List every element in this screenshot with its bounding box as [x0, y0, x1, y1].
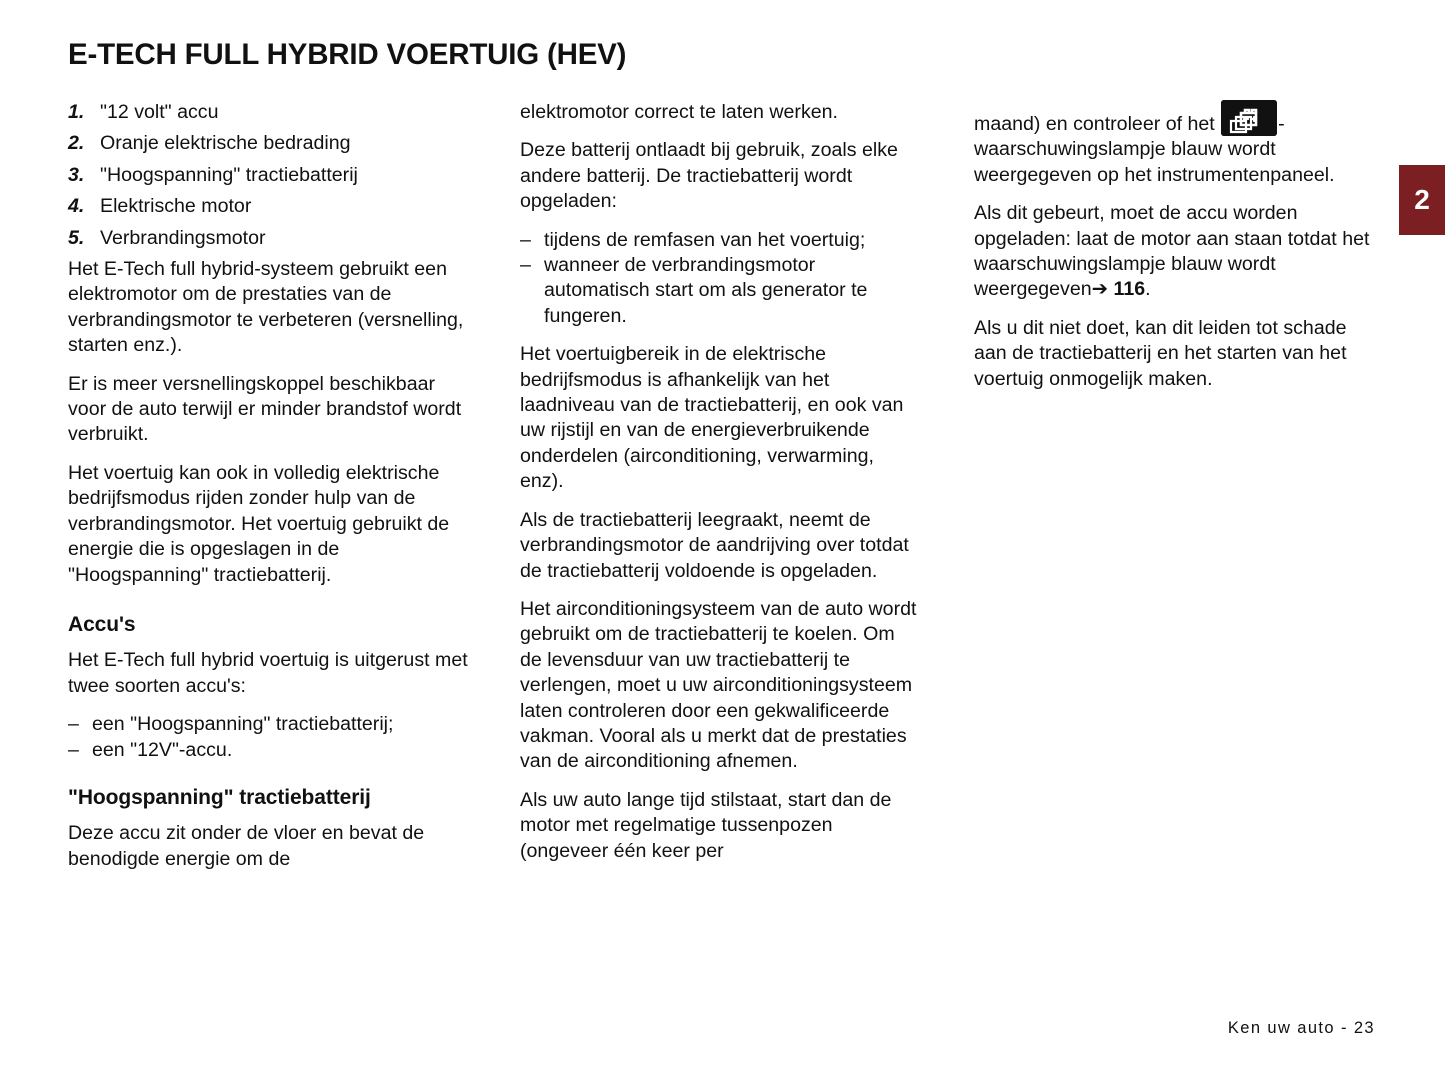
paragraph-text-before-icon: maand) en controleer of het: [974, 113, 1221, 135]
list-item-label: Elektrische motor: [100, 195, 252, 218]
list-marker: 5.: [68, 226, 85, 249]
section-heading-hoogspanning: "Hoogspanning" tractiebatterij: [68, 785, 371, 809]
paragraph: Deze accu zit onder de vloer en bevat de benodigde energie om de: [68, 822, 425, 870]
list-marker: 4.: [68, 195, 85, 218]
paragraph: Als uw auto lange tijd stilstaat, start dan de motor met regelmatige tussenpozen (ongeveer één keer per: [520, 788, 892, 862]
dash-marker: –: [68, 713, 79, 736]
list-item-label: Verbrandingsmotor: [100, 226, 266, 249]
list-item: [520, 253, 920, 329]
paragraph: Het E-Tech full hybrid voertuig is uitgerust met twee soorten accu's:: [68, 649, 468, 697]
list-marker: 2.: [68, 132, 85, 155]
text-column-3: [974, 100, 1374, 405]
list-item: [68, 100, 468, 125]
component-numbered-list: [68, 100, 468, 251]
list-item-label: "Hoogspanning" tractiebatterij: [100, 163, 358, 186]
list-item-label: tijdens de remfasen van het voertuig;: [544, 228, 866, 251]
list-item: [68, 712, 468, 737]
list-item: [68, 163, 468, 188]
paragraph-text: Als dit gebeurt, moet de accu worden opgeladen: laat de motor aan staan totdat het waarschuwingslampje blauw wordt weergegeven: [974, 202, 1370, 301]
paragraph-text-end: .: [1145, 278, 1151, 301]
dash-marker: –: [68, 738, 79, 761]
text-column-2: [520, 100, 920, 864]
page-footer: Ken uw auto - 23: [1227, 1019, 1375, 1037]
dash-marker: –: [520, 254, 531, 277]
text-column-1: [68, 100, 468, 872]
paragraph: Als de tractiebatterij leegraakt, neemt de verbrandingsmotor de aandrijving over totdat de tractiebatterij voldoende is opgeladen.: [520, 508, 909, 582]
list-item-label: een "Hoogspanning" tractiebatterij;: [92, 713, 394, 736]
list-item: [68, 194, 468, 219]
list-marker: 3.: [68, 163, 85, 186]
list-item: [68, 131, 468, 156]
charging-conditions-list: [520, 228, 920, 330]
paragraph: Er is meer versnellingskoppel beschikbaar voor de auto terwijl er minder brandstof wordt verbruikt.: [68, 372, 462, 446]
section-heading-accus: Accu's: [68, 612, 136, 636]
paragraph: Deze batterij ontlaadt bij gebruik, zoals elke andere batterij. De tractiebatterij wordt opgeladen:: [520, 139, 898, 213]
list-item-label: een "12V"-accu.: [92, 738, 233, 761]
paragraph: Als u dit niet doet, kan dit leiden tot schade aan de tractiebatterij en het starten van het voertuig onmogelijk maken.: [974, 316, 1347, 390]
paragraph-with-icon: [974, 100, 1374, 188]
list-item-label: "12 volt" accu: [100, 101, 219, 123]
paragraph: Het voertuig kan ook in volledig elektrische bedrijfsmodus rijden zonder hulp van de verbrandingsmotor. Het voertuig gebruikt de energie die is opgeslagen in de "Hoogspanning" tractiebatterij.: [68, 461, 450, 586]
chapter-tab-marker: 2: [1399, 165, 1445, 235]
battery-warning-icon: [1221, 100, 1277, 136]
page-reference-link[interactable]: ➔ 116: [1091, 278, 1146, 301]
paragraph: Het airconditioningsysteem van de auto wordt gebruikt om de tractiebatterij te koelen. Om de levensduur van uw tractiebatterij te verlengen, moet u uw airconditioningsysteem laten controleren door een gekwalificeerde vakman. Vooral als u merkt dat de prestaties van de airconditioning afnemen.: [520, 597, 917, 773]
paragraph: Het voertuigbereik in de elektrische bedrijfsmodus is afhankelijk van het laadniveau van de tractiebatterij, en ook van uw rijstijl en van de energieverbruikende onderdelen (airconditioning, verwarming, enz).: [520, 343, 904, 493]
list-item: [520, 228, 920, 253]
list-item-label: Oranje elektrische bedrading: [100, 132, 351, 155]
paragraph: Het E-Tech full hybrid-systeem gebruikt een elektromotor om de prestaties van de verbrandingsmotor te verbeteren (versnelling, starten enz.).: [68, 258, 464, 357]
paragraph-text-after-icon: -waarschuwingslampje blauw wordt weergegeven op het instrumentenpaneel.: [974, 113, 1335, 186]
list-marker: 1.: [68, 101, 85, 123]
paragraph: elektromotor correct te laten werken.: [520, 101, 838, 123]
list-item: [68, 226, 468, 251]
paragraph-with-reference: [974, 201, 1374, 303]
list-item: [68, 738, 468, 763]
page-title: E-TECH FULL HYBRID VOERTUIG (HEV): [68, 38, 627, 71]
dash-marker: –: [520, 228, 531, 251]
list-item-label: wanneer de verbrandingsmotor automatisch start om als generator te fungeren.: [544, 254, 868, 327]
battery-types-list: [68, 712, 468, 763]
